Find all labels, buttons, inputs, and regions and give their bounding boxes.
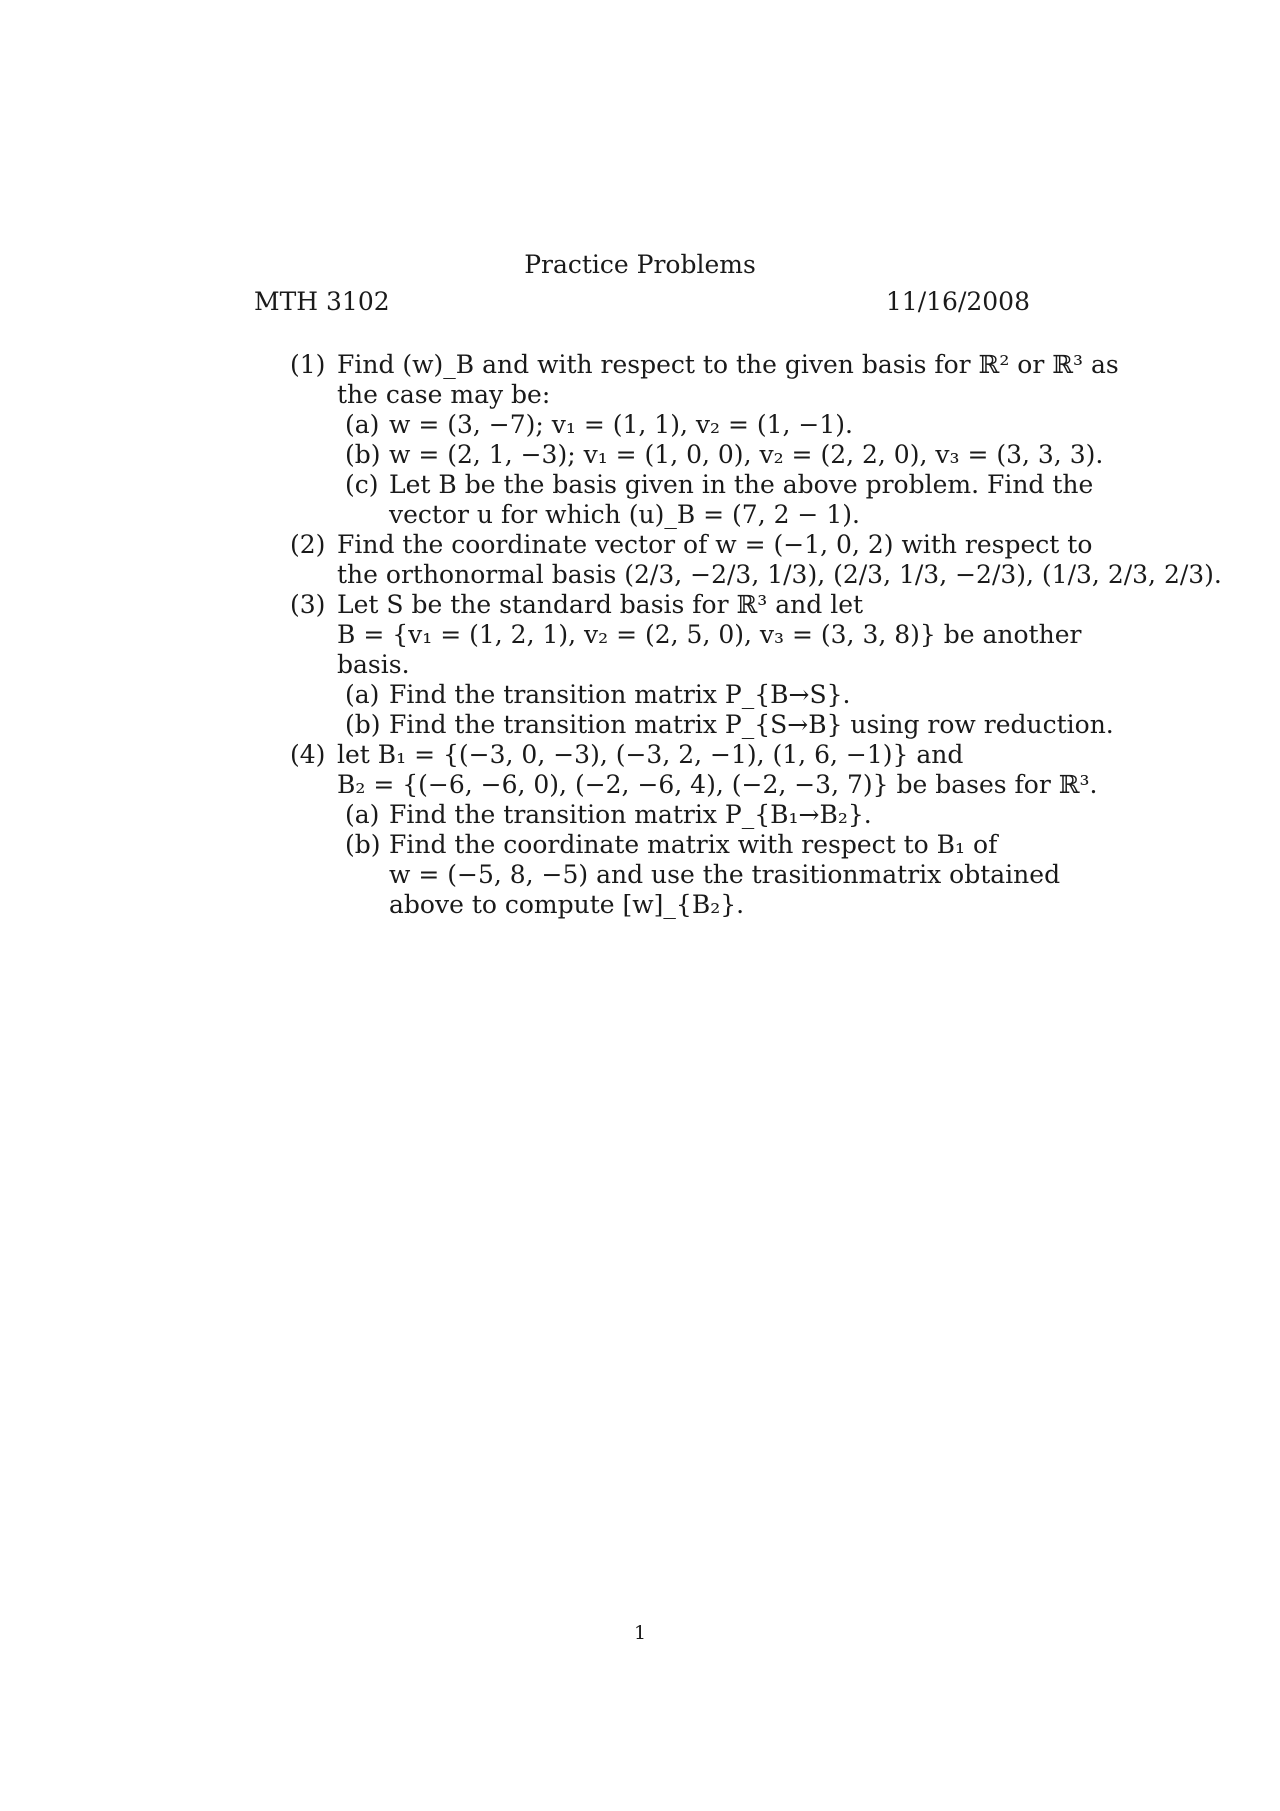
part-text-line: Find the transition matrix P_{B→S}. <box>389 680 851 709</box>
problem-parts <box>337 800 1061 920</box>
problem-number: (3) <box>290 590 326 619</box>
part-text-line: above to compute [w]_{B₂}. <box>389 890 745 919</box>
problem-list <box>290 350 1222 920</box>
problem-text-line: the case may be: <box>337 380 551 409</box>
problem-text-line: Find the coordinate vector of w = (−1, 0, 2) with respect to <box>337 530 1093 559</box>
problem-number: (4) <box>290 740 326 769</box>
problem-text-line: B = {v₁ = (1, 2, 1), v₂ = (2, 5, 0), v₃ = (3, 3, 8)} be another <box>337 620 1082 649</box>
problem-text-line: Find (w)_B and with respect to the given basis for ℝ² or ℝ³ as <box>337 350 1119 379</box>
problem-part <box>337 470 1094 530</box>
problem-item <box>290 530 1222 590</box>
part-text-line: w = (2, 1, −3); v₁ = (1, 0, 0), v₂ = (2, 2, 0), v₃ = (3, 3, 3). <box>389 440 1104 469</box>
part-text-line: Find the transition matrix P_{S→B} using row reduction. <box>389 710 1114 739</box>
problem-item <box>290 590 1114 740</box>
problem-parts <box>337 680 1114 740</box>
problem-part <box>337 710 1114 740</box>
part-text-line: w = (−5, 8, −5) and use the trasitionmatrix obtained <box>389 860 1061 889</box>
problem-text-line: B₂ = {(−6, −6, 0), (−2, −6, 4), (−2, −3, 7)} be bases for ℝ³. <box>337 770 1098 799</box>
part-label: (a) <box>345 800 380 829</box>
problem-part <box>337 440 1104 470</box>
problem-parts <box>337 410 1104 530</box>
part-label: (b) <box>345 830 381 859</box>
part-label: (a) <box>345 410 380 439</box>
course-code: MTH 3102 <box>254 287 390 316</box>
part-text-line: vector u for which (u)_B = (7, 2 − 1). <box>389 500 860 529</box>
problem-item <box>290 350 1119 530</box>
problem-number: (2) <box>290 530 326 559</box>
part-text-line: Let B be the basis given in the above problem. Find the <box>389 470 1094 499</box>
page-title: Practice Problems <box>524 250 756 279</box>
part-text-line: Find the transition matrix P_{B₁→B₂}. <box>389 800 872 829</box>
problem-text-line: the orthonormal basis (2/3, −2/3, 1/3), (2/3, 1/3, −2/3), (1/3, 2/3, 2/3). <box>337 560 1222 589</box>
problem-part <box>337 410 1030 440</box>
problem-text-line: let B₁ = {(−3, 0, −3), (−3, 2, −1), (1, 6, −1)} and <box>337 740 964 769</box>
problem-part <box>337 800 1030 830</box>
problem-number: (1) <box>290 350 326 379</box>
document-date: 11/16/2008 <box>885 287 1030 316</box>
problem-text-line: basis. <box>337 650 410 679</box>
page-number: 1 <box>633 1622 647 1644</box>
part-label: (c) <box>345 470 379 499</box>
part-text-line: Find the coordinate matrix with respect to B₁ of <box>389 830 998 859</box>
part-label: (b) <box>345 440 381 469</box>
problem-item <box>290 740 1098 920</box>
part-label: (b) <box>345 710 381 739</box>
problem-text-line: Let S be the standard basis for ℝ³ and let <box>337 590 864 619</box>
part-label: (a) <box>345 680 380 709</box>
problem-part <box>337 830 1061 920</box>
part-text-line: w = (3, −7); v₁ = (1, 1), v₂ = (1, −1). <box>389 410 853 439</box>
problem-part <box>337 680 1030 710</box>
